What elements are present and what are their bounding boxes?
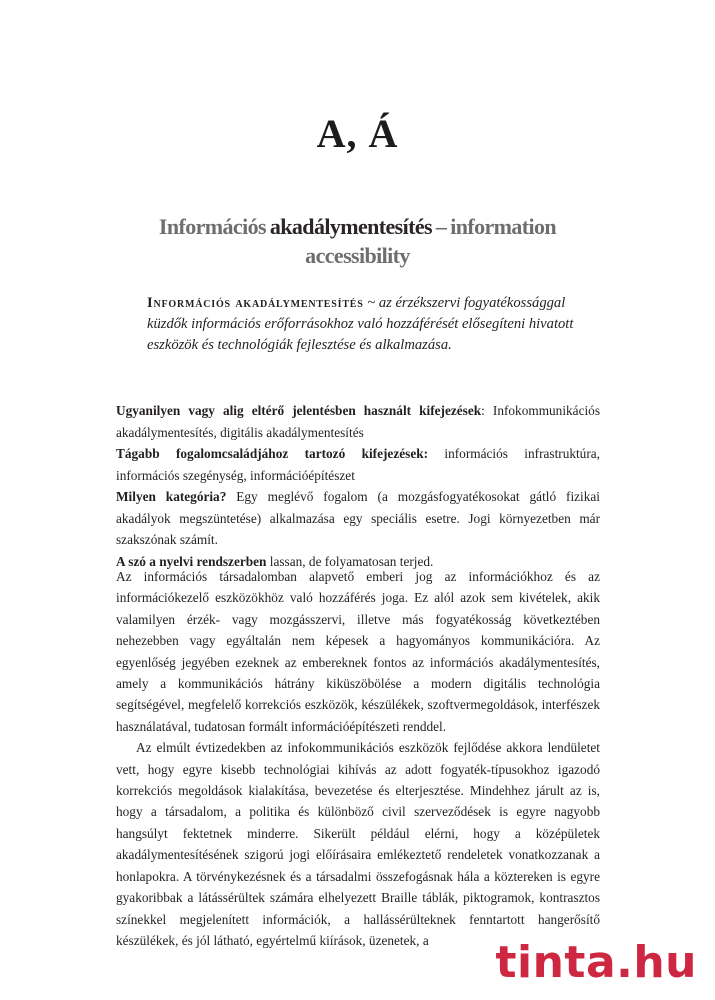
synonyms-text: : Infokommunikációs akadálymentesítés, digitális akadálymentesítés (116, 403, 600, 440)
entry-title (120, 212, 595, 270)
definition-term: Információs akadálymentesítés (147, 295, 364, 311)
entry-metadata (116, 400, 600, 572)
entry-title-highlight: akadálymentesítés (269, 214, 433, 239)
body-paragraph: Az információs társadalomban alapvető emberi jog az információkhoz és az információkezelő eszközökhöz való hozzáférés joga. Ez alól azok sem kivételek, akik valamilyen érzék- vagy mozgásszervi, illetve más fogyatékosság következtében nehezebben vagy egyáltalán nem képesek a hagyományos kommunikációra. Az egyenlőség jegyében ezeknek az embereknek fontos az információs akadálymentesítés, amely a kommunikációs hátrány kiküszöbölése a modern digitális technológia segítségével, megfelelő korrekciós eszközök, készülékek, szoftvermegoldások, interfészek használatával, tudatosan formált információépítészeti renddel. (116, 569, 600, 734)
usage-text: lassan, de folyamatosan terjed. (266, 553, 434, 569)
category-line (116, 486, 600, 551)
synonyms-label: Ugyanilyen vagy alig eltérő jelentésben használt kifejezések (116, 403, 482, 418)
category-label: Milyen kategória? (116, 489, 227, 504)
category-text: Egy meglévő fogalom (a mozgásfogyatékosokat gátló fizikai akadályok megszüntetése) alkalmazása egy speciális esetre. Jogi környezetben már szakszónak számít. (116, 489, 600, 547)
related-terms-line (116, 443, 600, 486)
related-terms-label: Tágabb fogalomcsaládjához tartozó kifejezések: (116, 446, 429, 461)
entry-title-pre: Információs (158, 214, 270, 239)
definition-text: ~ az érzékszervi fogyatékossággal küzdők információs erőforrásokhoz való hozzáférését elősegíteni hivatott eszközök és technológiák fejlesztése és alkalmazása. (147, 295, 574, 353)
definition-paragraph (147, 293, 583, 356)
body-text (116, 566, 600, 951)
usage-label: A szó a nyelvi rendszerben (116, 553, 267, 569)
section-letter-heading: A, Á (316, 111, 399, 156)
body-paragraph: Az elmúlt évtizedekben az infokommunikációs eszközök fejlődése akkora lendületet vett, hogy egyre kisebb technológiai kihívás az adott fogyaték-típusokhoz igazodó korrekciós megoldások kialakítása, bevezetése és elterjesztése. Mindehhez járult az is, hogy a társadalom, a politika és különböző civil szerveződések is egyre nagyobb hangsúlyt fektetnek minderre. Sikerült például elérni, hogy a középületek akadálymentesítésének szigorú jogi előírásaira emlékeztető rendeletek vonatkozzanak a honlapokra. A törvénykezésnek és a társadalmi összefogásnak hála a köztereken is egyre gyakoribbak a látássérültek számára elhelyezett Braille táblák, piktogramok, kontrasztos színekkel megjelenített információk, a hallássérülteknek fenntartott hangerősítő készülékek, és jól látható, egyértelmű kiírások, üzenetek, a (116, 740, 600, 948)
related-terms-text: információs infrastruktúra, információs szegénység, információépítészet (116, 446, 600, 483)
entry-title-post: – information accessibility (305, 214, 557, 268)
synonyms-line (116, 400, 600, 443)
publisher-watermark: tinta.hu (495, 937, 697, 988)
